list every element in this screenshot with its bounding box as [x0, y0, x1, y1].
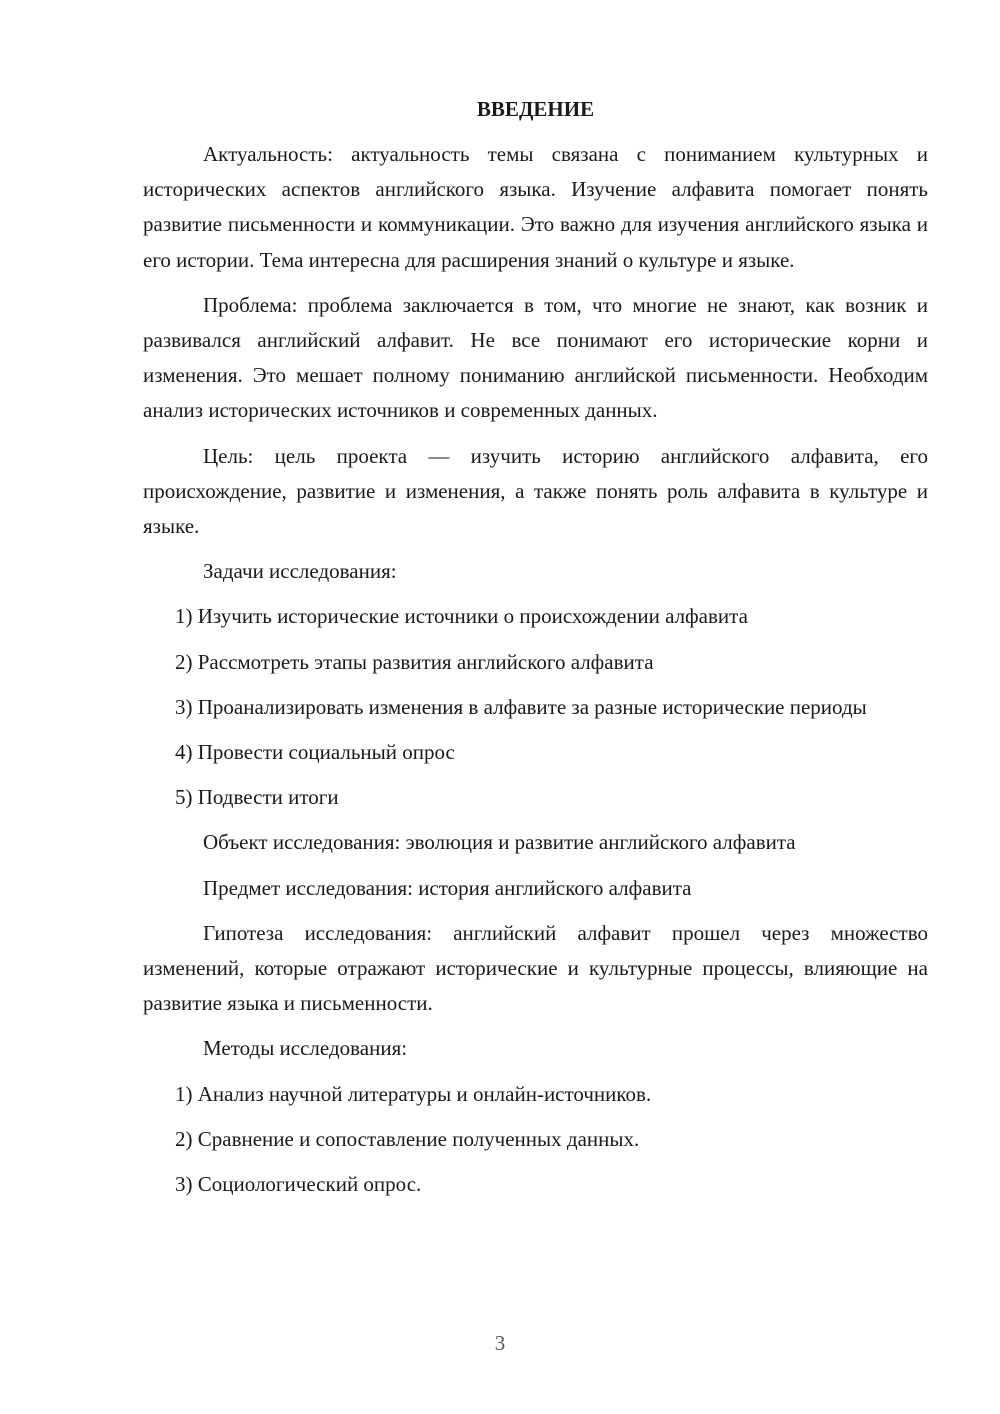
- relevance-paragraph: Актуальность: актуальность темы связана с пониманием культурных и исторических аспектов английского языка. Изучение алфавита помогает понять развитие письменности и коммуникации. Это важно для изучения английского языка и его истории. Тема интересна для расширения знаний о культуре и языке.: [143, 142, 928, 272]
- task-item-1: 1) Изучить исторические источники о происхождении алфавита: [175, 604, 748, 629]
- method-item-3: 3) Социологический опрос.: [175, 1172, 422, 1197]
- method-item-1: 1) Анализ научной литературы и онлайн-источников.: [175, 1081, 652, 1106]
- goal-paragraph: Цель: цель проекта — изучить историю английского алфавита, его происхождение, развитие и изменения, а также понять роль алфавита в культуре и языке.: [143, 443, 928, 539]
- research-object: Объект исследования: эволюция и развитие английского алфавита: [203, 830, 796, 855]
- method-item-2: 2) Сравнение и сопоставление полученных данных.: [175, 1126, 640, 1151]
- page-title: ВВЕДЕНИЕ: [476, 97, 595, 121]
- methods-heading: Методы исследования:: [203, 1036, 408, 1061]
- task-item-3: 3) Проанализировать изменения в алфавите за разные исторические периоды: [175, 694, 867, 719]
- hypothesis-paragraph: Гипотеза исследования: английский алфавит прошел через множество изменений, которые отражают исторические и культурные процессы, влияющие на развитие языка и письменности.: [143, 920, 928, 1016]
- task-item-4: 4) Провести социальный опрос: [175, 740, 455, 765]
- page-number: 3: [494, 1331, 506, 1355]
- document-page: [143, 92, 928, 1212]
- research-subject: Предмет исследования: история английского алфавита: [203, 875, 692, 900]
- task-item-5: 5) Подвести итоги: [175, 785, 339, 810]
- tasks-heading: Задачи исследования:: [203, 559, 397, 584]
- task-item-2: 2) Рассмотреть этапы развития английского алфавита: [175, 649, 654, 674]
- problem-paragraph: Проблема: проблема заключается в том, что многие не знают, как возник и развивался английский алфавит. Не все понимают его исторические корни и изменения. Это мешает полному пониманию английской письменности. Необходим анализ исторических источников и современных данных.: [143, 292, 928, 423]
